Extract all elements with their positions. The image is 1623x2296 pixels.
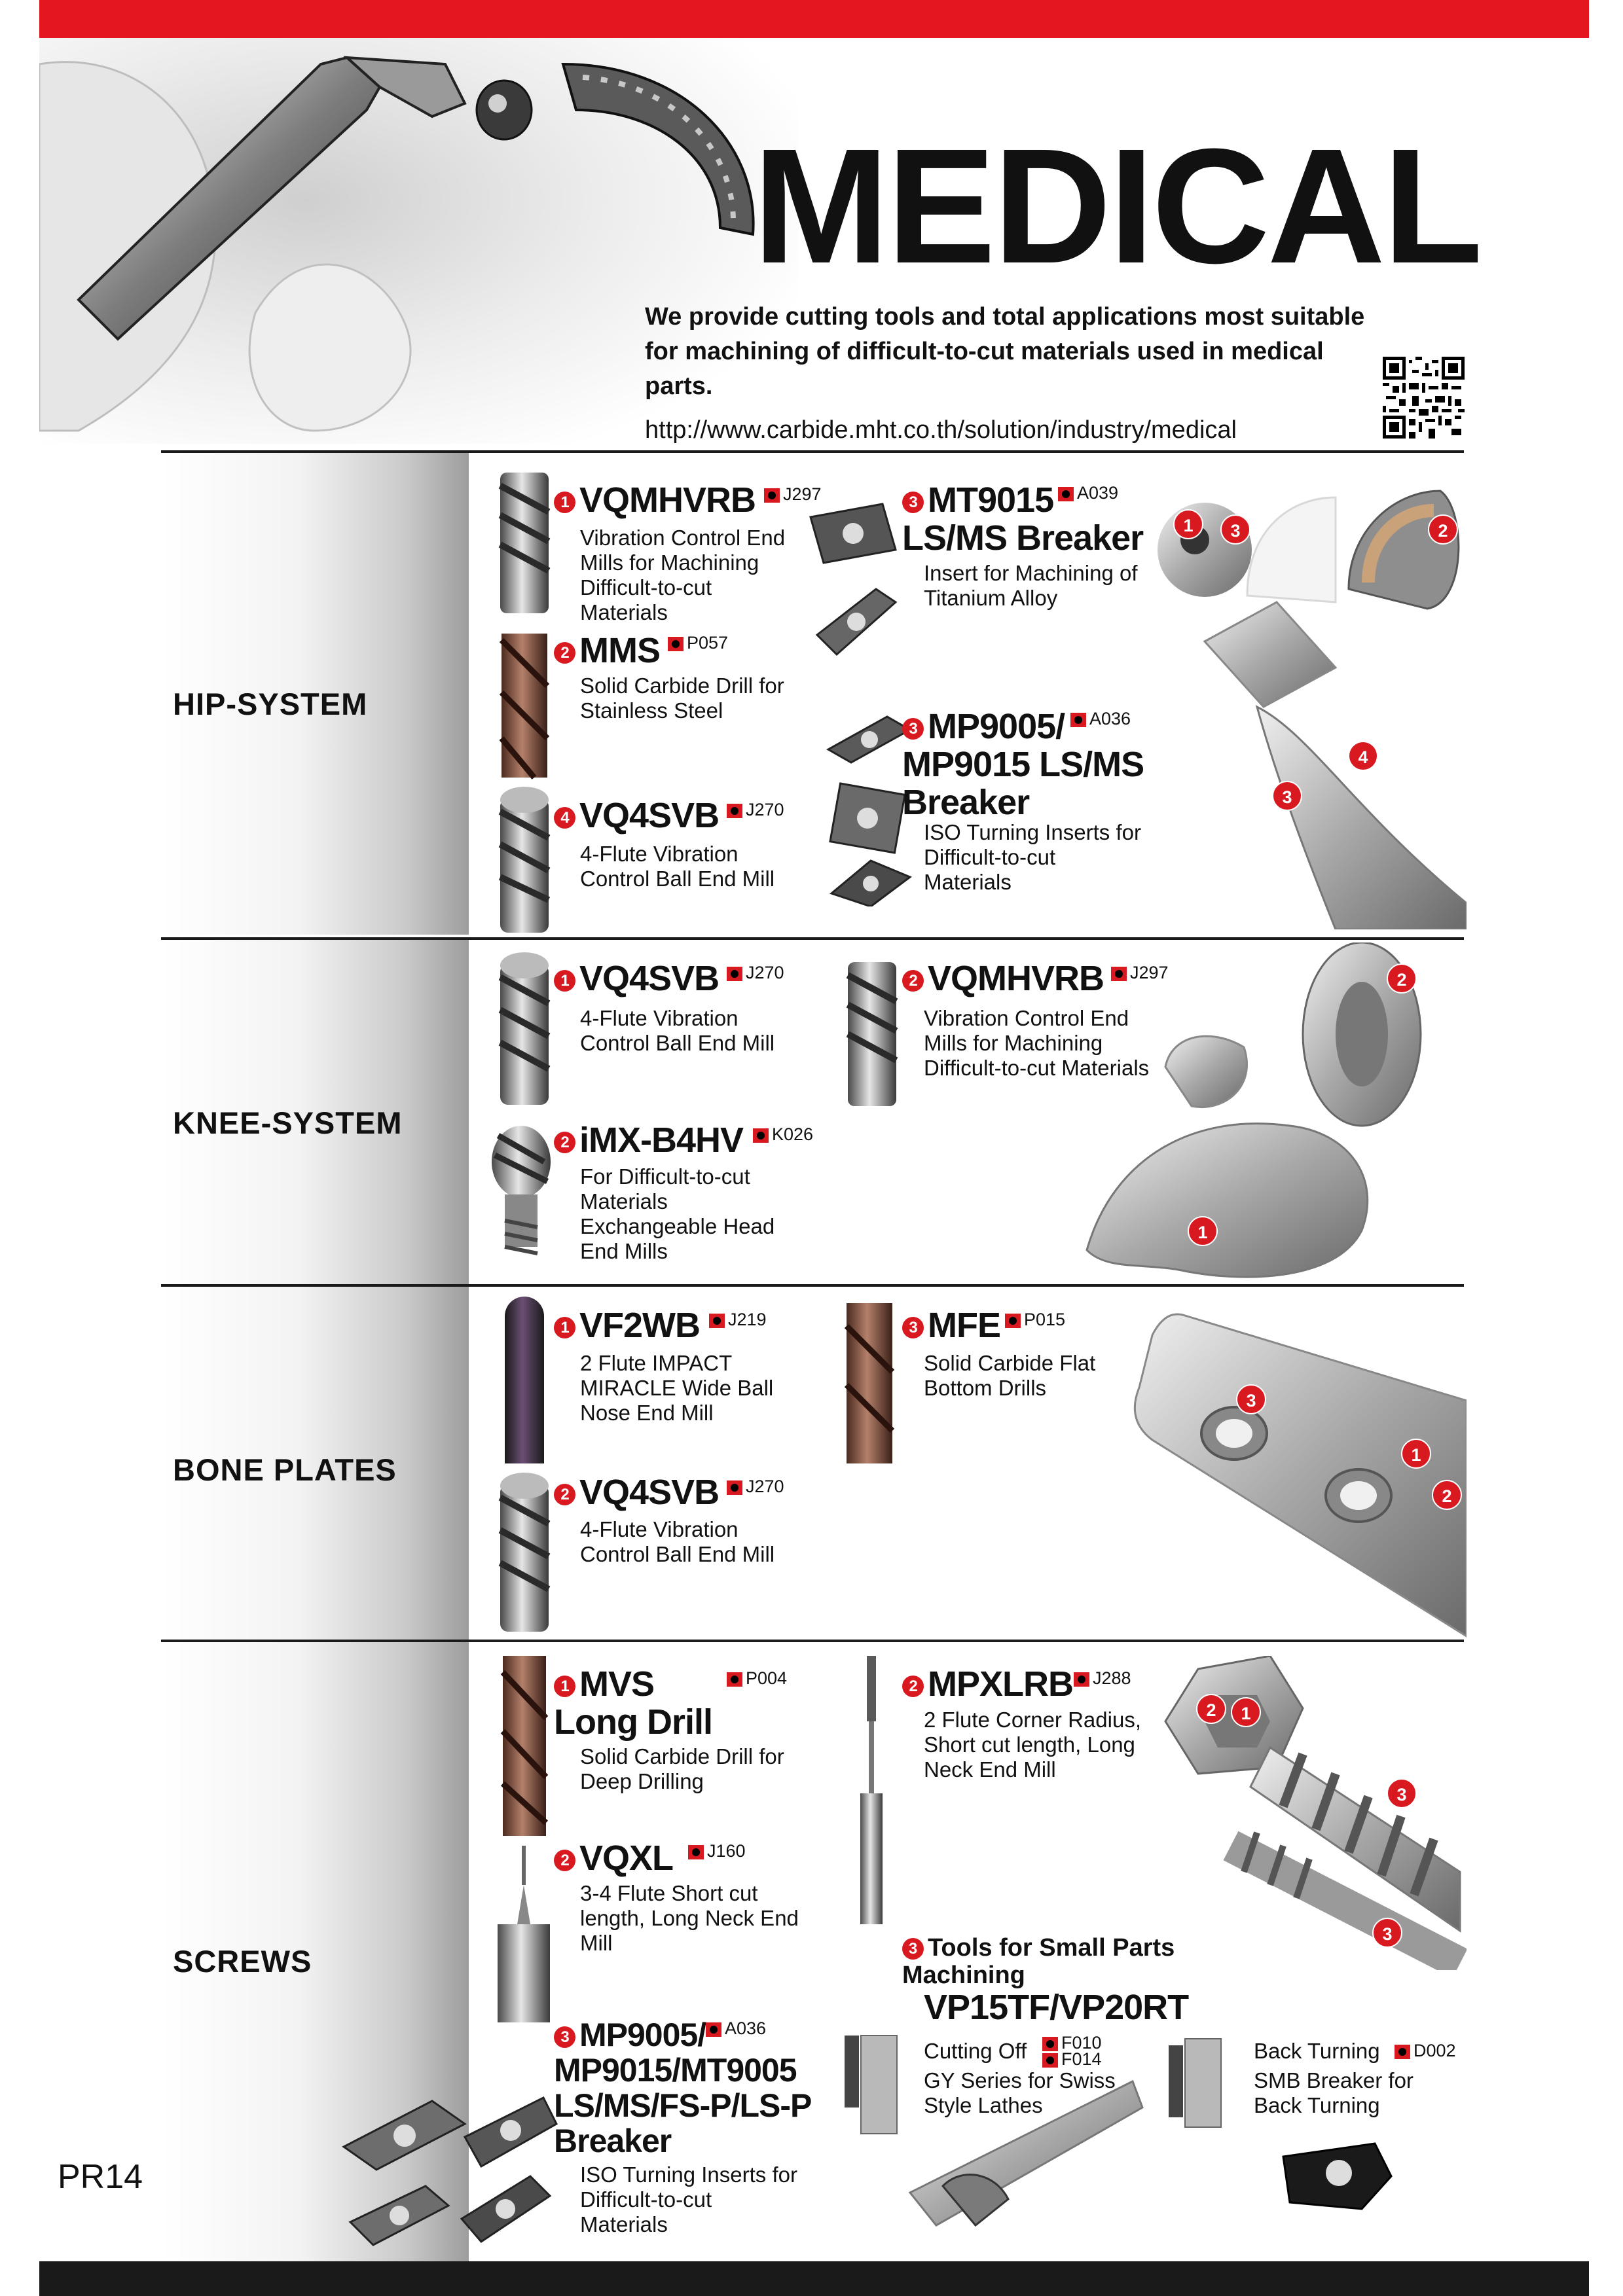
item-number: 3 [554, 2026, 575, 2048]
catalog-ref: F010 [1042, 2034, 1102, 2052]
section-label-hip: HIP-SYSTEM [173, 687, 368, 721]
product-name-imx-b4hv: iMX-B4HV [579, 1121, 744, 1160]
bone-plate-image [1126, 1309, 1467, 1646]
item-number: 2 [554, 1484, 575, 1505]
catalog-ref: J270 [727, 1477, 784, 1497]
product-desc: For Difficult-to-cut Materials Exchangeable Head End Mills [580, 1164, 775, 1263]
product-name-mp9005: MP9005/ MP9015 LS/MS Breaker [902, 707, 1144, 822]
book-icon [753, 1128, 769, 1143]
drill-image [495, 627, 554, 784]
item-number: 2 [554, 1132, 575, 1153]
item-number: 2 [554, 642, 575, 664]
callout-marker: 1 [1231, 1697, 1261, 1727]
product-name-mpxlrb: MPXLRB [928, 1664, 1073, 1704]
exchangeable-head-mill-image [488, 1122, 554, 1273]
hip-implant-parts-image [1139, 471, 1467, 933]
item-number: 3 [902, 1317, 924, 1338]
catalog-ref: J288 [1074, 1668, 1131, 1689]
book-icon [1070, 713, 1086, 727]
catalog-ref: A039 [1058, 483, 1118, 503]
cut-off-label: Cutting Off [924, 2039, 1027, 2063]
book-icon [709, 1314, 725, 1328]
product-name-vq4svb: VQ4SVB [579, 796, 720, 835]
item-number: 3 [902, 492, 924, 513]
long-drill-image [495, 1653, 554, 1842]
item-number: 2 [902, 1676, 924, 1697]
callout-marker: 3 [1387, 1778, 1417, 1808]
item-number: 1 [554, 1317, 575, 1338]
catalog-ref: D002 [1395, 2041, 1456, 2061]
callout-marker: 2 [1432, 1480, 1462, 1510]
product-name-vq4svb: VQ4SVB [579, 1473, 720, 1512]
intro-text: We provide cutting tools and total applications most suitable for machining of difficult-to-cut materials used in medical parts. [645, 303, 1365, 400]
insert-images [804, 497, 902, 684]
qr-code [1383, 357, 1465, 439]
product-desc: ISO Turning Inserts for Difficult-to-cut Materials [924, 820, 1141, 894]
product-desc: 2 Flute Corner Radius, Short cut length, Long Neck End Mill [924, 1708, 1141, 1782]
product-desc: Solid Carbide Flat Bottom Drills [924, 1351, 1096, 1400]
book-icon [688, 1845, 704, 1859]
long-neck-end-mill-image [484, 1846, 563, 2026]
product-desc: 4-Flute Vibration Control Ball End Mill [580, 1006, 775, 1055]
ball-nose-end-mill-image [495, 1293, 554, 1470]
flat-bottom-drill-image [840, 1300, 899, 1470]
callout-marker: 2 [1196, 1694, 1226, 1724]
callout-marker: 1 [1173, 509, 1203, 539]
book-icon [1058, 487, 1074, 501]
callout-marker: 3 [1272, 781, 1302, 811]
product-name-mvs-long-drill: MVS Long Drill [554, 1664, 712, 1742]
book-icon [668, 637, 684, 651]
callout-marker: 1 [1188, 1216, 1218, 1246]
product-name-mp9005-screws: MP9005/ MP9015/MT9005 LS/MS/FS-P/LS-P Breaker [554, 2017, 811, 2159]
catalog-ref: J270 [727, 800, 784, 820]
callout-marker: 4 [1348, 741, 1378, 771]
callout-marker: 1 [1401, 1439, 1431, 1469]
knee-implant-image [1074, 942, 1467, 1286]
book-icon [706, 2022, 721, 2037]
callout-marker: 2 [1387, 963, 1417, 994]
long-neck-corner-radius-mill-image [855, 1656, 888, 1931]
section-label-screws: SCREWS [173, 1944, 312, 1979]
callout-marker: 2 [1428, 514, 1458, 545]
product-desc: 4-Flute Vibration Control Ball End Mill [580, 842, 775, 891]
item-number: 4 [554, 807, 575, 829]
page-number: PR14 [58, 2158, 143, 2196]
item-number: 2 [554, 1850, 575, 1871]
product-name-vqmhvrb: VQMHVRB [579, 480, 756, 520]
book-icon [1395, 2045, 1410, 2059]
page-title: MEDICAL [753, 115, 1480, 297]
product-name-mms: MMS [579, 631, 660, 670]
smb-insert-image [1277, 2137, 1395, 2219]
product-name-mfe: MFE [928, 1306, 1000, 1345]
section-label-knee: KNEE-SYSTEM [173, 1105, 403, 1140]
end-mill-image [495, 466, 554, 620]
catalog-ref: A036 [706, 2018, 766, 2039]
book-icon [727, 967, 742, 981]
catalog-ref: J160 [688, 1841, 746, 1861]
callout-marker: 3 [1372, 1918, 1402, 1948]
product-desc: SMB Breaker for Back Turning [1254, 2068, 1413, 2117]
top-red-bar [39, 0, 1589, 38]
product-desc: 2 Flute IMPACT MIRACLE Wide Ball Nose End Mill [580, 1351, 774, 1425]
catalog-ref: J297 [1111, 963, 1169, 983]
back-turning-label: Back Turning [1254, 2039, 1380, 2063]
item-number: 3 [902, 718, 924, 740]
product-desc: Solid Carbide Drill for Stainless Steel [580, 673, 784, 723]
catalog-ref: J297 [764, 484, 822, 505]
product-name-vf2wb: VF2WB [579, 1306, 700, 1345]
item-number: 1 [554, 970, 575, 992]
catalog-ref: P015 [1005, 1310, 1065, 1330]
item-number: 2 [902, 970, 924, 992]
book-icon [727, 1480, 742, 1495]
book-icon [764, 488, 780, 503]
callout-marker: 3 [1220, 514, 1250, 545]
book-icon [1005, 1314, 1021, 1328]
product-name-vp15tf-vp20rt: VP15TF/VP20RT [924, 1988, 1189, 2027]
item-number: 1 [554, 492, 575, 513]
ball-end-mill-image [495, 785, 554, 938]
catalog-ref: J270 [727, 963, 784, 983]
section-label-bone: BONE PLATES [173, 1452, 397, 1487]
product-name-vq4svb: VQ4SVB [579, 959, 720, 998]
product-desc: Insert for Machining of Titanium Alloy [924, 561, 1138, 610]
product-desc: GY Series for Swiss Style Lathes [924, 2068, 1116, 2117]
ball-end-mill-image [495, 951, 554, 1111]
catalog-ref: J219 [709, 1310, 767, 1330]
bottom-dark-bar [39, 2261, 1589, 2296]
product-desc: 4-Flute Vibration Control Ball End Mill [580, 1517, 775, 1566]
back-turning-tool-image [1169, 2032, 1228, 2134]
callout-marker: 3 [1236, 1384, 1266, 1414]
item-number: 1 [554, 1676, 575, 1697]
product-desc: Vibration Control End Mills for Machining Difficult-to-cut Materials [924, 1006, 1150, 1080]
product-desc: Vibration Control End Mills for Machining Difficult-to-cut Materials [580, 526, 786, 624]
catalog-ref: F014 [1042, 2050, 1102, 2068]
catalog-ref: K026 [753, 1124, 813, 1145]
book-icon [727, 1672, 742, 1687]
cut-off-holder-image [845, 2029, 1146, 2255]
catalog-ref: A036 [1070, 709, 1131, 729]
product-desc: Solid Carbide Drill for Deep Drilling [580, 1744, 784, 1793]
product-desc: ISO Turning Inserts for Difficult-to-cut Materials [580, 2162, 797, 2236]
end-mill-image [843, 956, 902, 1113]
product-name-mt9015: MT9015 LS/MS Breaker [902, 480, 1144, 558]
product-name-vqxl: VQXL [579, 1839, 674, 1878]
product-name-vqmhvrb: VQMHVRB [928, 959, 1104, 998]
small-parts-heading: Tools for Small Parts Machining [902, 1934, 1175, 1989]
ball-end-mill-image [495, 1471, 554, 1638]
product-desc: 3-4 Flute Short cut length, Long Neck End Mill [580, 1881, 799, 1955]
book-icon [727, 804, 742, 818]
catalog-ref: P057 [668, 633, 728, 653]
solution-url-link[interactable]: http://www.carbide.mht.co.th/solution/industry/medical [645, 416, 1237, 444]
iso-turning-inserts-image [334, 2078, 563, 2258]
catalog-ref: P004 [727, 1668, 787, 1689]
book-icon [1074, 1672, 1089, 1687]
item-number: 3 [902, 1938, 924, 1960]
